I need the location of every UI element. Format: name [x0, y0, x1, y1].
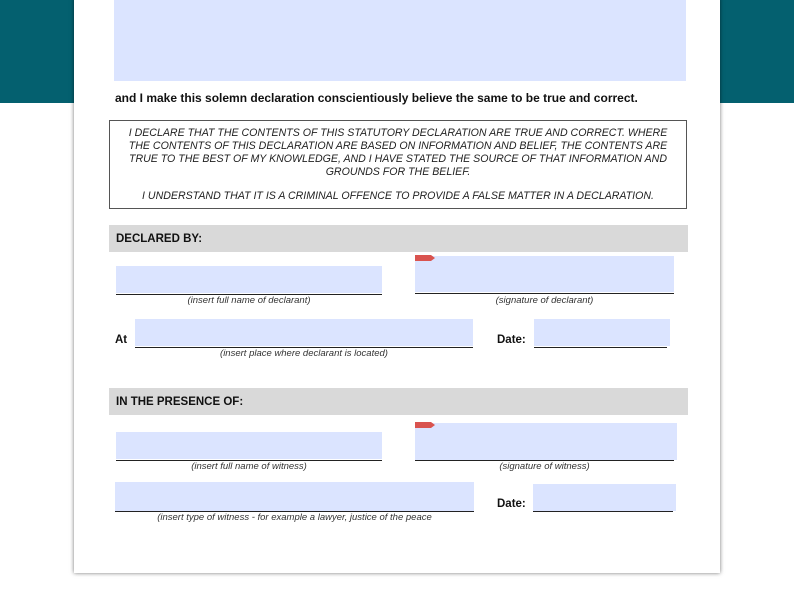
signature-tag-icon [415, 422, 435, 428]
witness-signature-hint: (signature of witness) [499, 461, 590, 472]
presence-of-bar [109, 388, 688, 415]
presence-of-heading: IN THE PRESENCE OF: [116, 396, 244, 408]
declaration-line-3: TRUE TO THE BEST OF MY KNOWLEDGE, AND I HAVE STATED THE SOURCE OF THAT INFORMATION AND [129, 153, 667, 165]
declarant-date-line [534, 347, 667, 348]
witness-signature-field[interactable] [415, 423, 677, 460]
declarant-name-field[interactable] [116, 266, 382, 293]
declared-by-bar [109, 225, 688, 252]
declaration-line-4: GROUNDS FOR THE BELIEF. [325, 166, 471, 178]
declarant-signature-field[interactable] [415, 256, 674, 292]
witness-date-field[interactable] [533, 484, 676, 511]
declarant-signature-line [415, 293, 674, 294]
witness-date-label: Date: [497, 498, 526, 510]
document-page [74, 0, 720, 573]
statement-text-field[interactable] [114, 0, 686, 81]
witness-type-hint: (insert type of witness - for example a lawyer, justice of the peace [157, 512, 432, 523]
solemn-statement: and I make this solemn declaration conscientiously believe the same to be true and correct. [115, 91, 638, 105]
declarant-date-label: Date: [497, 334, 526, 346]
witness-name-hint: (insert full name of witness) [191, 461, 307, 472]
declarant-place-hint: (insert place where declarant is located) [220, 348, 388, 359]
declarant-date-field[interactable] [534, 319, 670, 346]
declaration-line-5: I UNDERSTAND THAT IT IS A CRIMINAL OFFENCE TO PROVIDE A FALSE MATTER IN A DECLARATION. [142, 190, 654, 202]
signature-tag-icon [415, 255, 435, 261]
declarant-signature-hint: (signature of declarant) [495, 295, 594, 306]
declaration-line-2: THE CONTENTS OF THIS DECLARATION ARE BASED ON INFORMATION AND BELIEF, THE CONTENTS ARE [128, 140, 668, 152]
declaration-box [109, 120, 687, 209]
witness-type-field[interactable] [115, 482, 474, 511]
witness-date-line [533, 511, 673, 512]
declaration-line-1: I DECLARE THAT THE CONTENTS OF THIS STATUTORY DECLARATION ARE TRUE AND CORRECT. WHERE [128, 127, 668, 139]
witness-name-field[interactable] [116, 432, 382, 459]
declared-by-heading: DECLARED BY: [116, 233, 203, 245]
declarant-place-field[interactable] [135, 319, 473, 346]
declarant-name-hint: (insert full name of declarant) [187, 295, 311, 306]
at-label: At [115, 334, 128, 346]
